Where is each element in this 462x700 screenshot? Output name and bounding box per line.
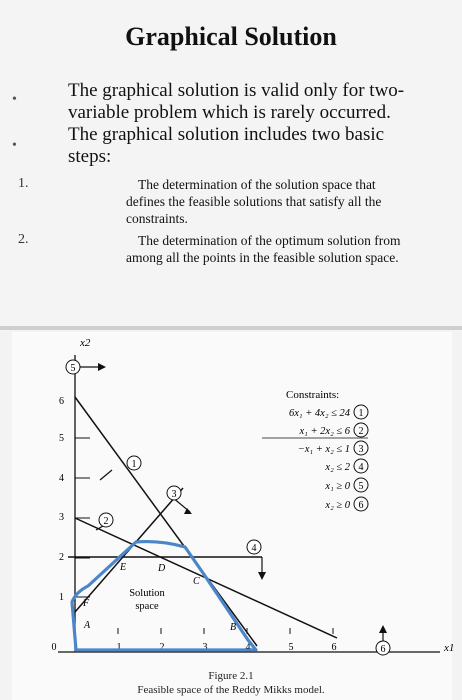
- constraint-4-text: x₂ ≤ 2: [325, 462, 350, 473]
- step-line: among all the points in the feasible solution space.: [126, 250, 399, 265]
- y-tick-label: 6: [59, 396, 64, 407]
- y-tick-label: 1: [59, 592, 64, 603]
- x-tick-label: 3: [202, 642, 208, 653]
- constraint-3-arrowhead: [184, 508, 192, 514]
- step-line: The determination of the optimum solution from: [138, 233, 401, 248]
- step-line: defines the feasible solutions that satisfy all the: [126, 194, 382, 209]
- x-axis-label: x1: [444, 642, 455, 654]
- point-label-f: F: [83, 598, 90, 609]
- point-label-c: C: [193, 576, 200, 587]
- y-tick-label: 2: [59, 552, 64, 563]
- x-tick-label: 2: [159, 642, 165, 653]
- y-tick-label: 3: [59, 512, 64, 523]
- y-tick-label: 4: [59, 473, 64, 484]
- y-axis-label: x2: [80, 337, 91, 349]
- figure-number: Figure 2.1: [208, 670, 254, 682]
- constraint-6-arrowhead: [379, 625, 387, 633]
- svg-text:1: 1: [358, 408, 364, 419]
- y-tick-label: 5: [59, 433, 64, 444]
- constraint-1-text: 6x₁ + 4x₂ ≤ 24: [289, 408, 350, 419]
- x-tick-label: 6: [331, 642, 337, 653]
- x-tick-label: 5: [288, 642, 294, 653]
- x-tick-label: 4: [245, 642, 251, 653]
- point-label-d: D: [158, 563, 166, 574]
- intro-line: The graphical solution is valid only for two-: [68, 80, 405, 101]
- bullet-marker: •: [12, 138, 17, 153]
- bullet-marker: •: [12, 92, 17, 107]
- svg-text:5: 5: [358, 481, 364, 492]
- line-label-1-text: 1: [131, 459, 137, 470]
- x-tick-label: 0: [51, 642, 57, 653]
- line-label-3-text: 3: [171, 489, 177, 500]
- figure-caption: Feasible space of the Reddy Mikks model.: [137, 684, 325, 696]
- constraint-3-text: −x₁ + x₂ ≤ 1: [297, 444, 350, 455]
- constraint-6-text: x₂ ≥ 0: [325, 500, 350, 511]
- constraints-title: Constraints:: [286, 389, 340, 401]
- constraint-1-arrow: [100, 470, 112, 480]
- region-label: space: [135, 601, 159, 612]
- constraint-number-badges: [354, 405, 368, 511]
- step-line: The determination of the solution space that: [138, 177, 376, 192]
- x-tick-label: 1: [116, 642, 122, 653]
- line-label-2-text: 2: [103, 516, 109, 527]
- point-label-e: E: [120, 562, 127, 573]
- step-line: constraints.: [126, 211, 188, 226]
- constraints-list: [289, 408, 351, 511]
- constraint-2-text: x₁ + 2x₂ ≤ 6: [299, 426, 350, 437]
- point-label-b: B: [230, 622, 237, 633]
- slide-title: Graphical Solution: [125, 22, 337, 51]
- line-label-5-text: 5: [70, 363, 76, 374]
- x-tick-marks: [118, 628, 333, 634]
- constraint-5-text: x₁ ≥ 0: [325, 481, 350, 492]
- line-label-4-text: 4: [251, 543, 257, 554]
- intro-line: The graphical solution includes two basic: [68, 124, 385, 145]
- region-label: Solution: [129, 588, 165, 599]
- svg-text:3: 3: [358, 444, 364, 455]
- svg-text:4: 4: [358, 462, 364, 473]
- svg-text:2: 2: [358, 426, 364, 437]
- constraint-5-arrowhead: [98, 363, 106, 371]
- intro-line: steps:: [68, 146, 112, 167]
- step-number: 1.: [18, 176, 29, 191]
- svg-text:6: 6: [358, 500, 364, 511]
- step-number: 2.: [18, 232, 29, 247]
- intro-line: variable problem which is rarely occurred.: [68, 102, 391, 123]
- point-label-a: A: [84, 620, 91, 631]
- y-tick-marks: [75, 438, 90, 597]
- constraint-4-arrowhead: [258, 572, 266, 580]
- line-label-6-text: 6: [380, 644, 386, 655]
